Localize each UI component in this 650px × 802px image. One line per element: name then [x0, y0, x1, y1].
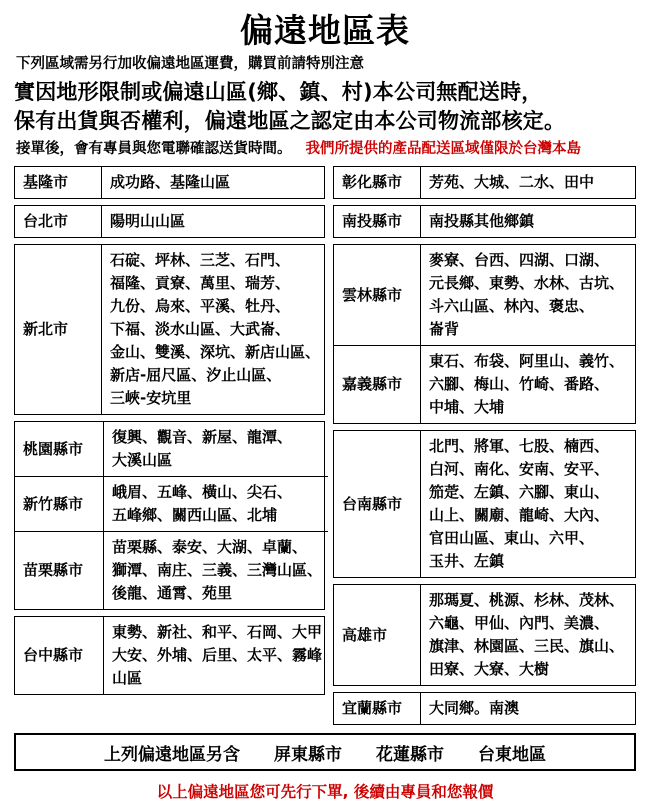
area-line: 山區	[112, 669, 143, 687]
footer-bar	[14, 733, 636, 771]
area-line: 官田山區、東山、六甲、	[429, 529, 595, 547]
table-row	[15, 422, 328, 476]
region-areas	[421, 245, 635, 345]
region-areas	[104, 617, 328, 694]
table-row	[14, 244, 325, 415]
region-label: 雲林縣市	[342, 285, 403, 304]
area-line: 旗津、林園區、三民、旗山、	[429, 637, 625, 655]
region-label: 台南縣市	[342, 494, 403, 513]
area-line: 五峰鄉、關西山區、北埔	[112, 506, 278, 524]
region-areas	[421, 585, 635, 685]
area-line: 大溪山區	[112, 451, 173, 469]
area-line: 玉井、左鎮	[429, 552, 505, 570]
table-group	[333, 244, 636, 424]
region-areas	[102, 206, 324, 237]
table-row	[333, 430, 636, 578]
table-subrows	[334, 245, 635, 423]
area-line: 山上、關廟、龍崎、大內、	[429, 506, 610, 524]
region-label: 宜蘭縣市	[342, 699, 403, 717]
region-label: 基隆市	[23, 173, 69, 191]
note-line-2b: 保有出貨與否權利，偏遠地區之認定由本公司物流部核定。	[14, 109, 566, 133]
area-line: 麥寮、台西、四湖、口湖、	[429, 251, 610, 269]
area-line: 東勢、新社、和平、石岡、大甲	[112, 623, 323, 641]
area-line: 白河、南化、安南、安平、	[429, 460, 610, 478]
area-line: 苗栗縣、泰安、大湖、卓蘭、	[112, 538, 308, 556]
area-line: 獅潭、南庄、三義、三灣山區、	[112, 561, 323, 579]
area-line: 芳苑、大城、二水、田中	[429, 173, 595, 191]
table-row	[14, 616, 325, 695]
table-row	[14, 205, 325, 238]
region-label: 台中縣市	[23, 646, 84, 664]
area-table-right-column	[333, 166, 636, 725]
area-line: 斗六山區、林內、褒忠、	[429, 297, 595, 315]
area-line: 新店-屈尺區、汐止山區、	[110, 366, 282, 384]
area-line: 九份、烏來、平溪、牡丹、	[110, 297, 291, 315]
area-line: 大安、外埔、后里、太平、霧峰	[112, 646, 323, 664]
area-line: 陽明山山區	[110, 212, 186, 230]
region-label: 苗栗縣市	[23, 561, 84, 579]
note-line-3	[16, 139, 636, 159]
table-row	[333, 584, 636, 686]
region-areas	[421, 206, 635, 237]
region-areas	[421, 346, 635, 423]
footer-item-taitung: 台東地區	[478, 744, 546, 765]
region-label: 嘉義縣市	[342, 375, 403, 393]
region-areas	[104, 532, 328, 609]
region-areas	[102, 245, 326, 414]
table-row	[14, 166, 325, 199]
area-line: 石碇、坪林、三芝、石門、	[110, 251, 291, 269]
area-line: 大同鄉。南澳	[429, 699, 520, 717]
area-line: 南投縣其他鄉鎮	[429, 212, 535, 230]
region-areas	[421, 693, 635, 724]
area-line: 崙背	[429, 320, 460, 338]
area-line: 金山、雙溪、深坑、新店山區、	[110, 343, 321, 361]
note-line-2a: 實因地形限制或偏遠山區(鄉、鎮、村)本公司無配送時，	[14, 80, 543, 104]
region-areas	[104, 422, 328, 476]
region-label: 新北市	[23, 320, 69, 338]
area-line: 中埔、大埔	[429, 398, 505, 416]
area-table	[14, 166, 636, 725]
region-label: 台北市	[23, 212, 69, 230]
region-areas	[104, 477, 328, 531]
table-group	[14, 421, 325, 610]
footer-note: 以上偏遠地區您可先行下單, 後續由專員和您報價	[156, 783, 494, 801]
area-line: 下福、淡水山區、大武崙、	[110, 320, 291, 338]
region-areas	[102, 167, 324, 198]
area-line: 福隆、貢寮、萬里、瑞芳、	[110, 274, 291, 292]
area-line: 元長鄉、東勢、水林、古坑、	[429, 274, 625, 292]
footer-item-hualien: 花蓮縣市	[376, 744, 444, 765]
table-row	[333, 205, 636, 238]
table-row	[333, 692, 636, 725]
footer-item-pingtung: 屏東縣市	[274, 744, 342, 765]
area-line: 復興、觀音、新屋、龍潭、	[112, 428, 293, 446]
footer-prefix: 上列偏遠地區另含	[104, 744, 240, 765]
note-line-3-right: 我們所提供的產品配送區域僅限於台灣本島	[305, 141, 581, 157]
table-row	[334, 245, 635, 345]
region-label: 彰化縣市	[342, 173, 403, 191]
area-line: 後龍、通霄、苑里	[112, 584, 233, 602]
area-line: 六龜、甲仙、內門、美濃、	[429, 614, 610, 632]
region-label: 南投縣市	[342, 212, 403, 230]
area-line: 田寮、大寮、大樹	[429, 660, 550, 678]
area-line: 成功路、基隆山區	[110, 173, 231, 191]
region-label: 新竹縣市	[23, 494, 84, 513]
table-row	[334, 346, 635, 423]
page-title: 偏遠地區表	[240, 11, 410, 50]
area-line: 東石、布袋、阿里山、義竹、	[429, 352, 625, 370]
area-line: 六腳、梅山、竹崎、番路、	[429, 375, 610, 393]
table-row	[15, 532, 328, 609]
area-table-left-column	[14, 166, 325, 695]
table-row	[333, 166, 636, 199]
area-line: 三峽-安坑里	[110, 389, 192, 407]
region-label: 高雄市	[342, 625, 388, 644]
region-areas	[421, 167, 635, 198]
note-line-3-left: 接單後，會有專員與您電聯確認送貨時間。	[16, 141, 292, 157]
area-line: 笳萣、左鎮、六腳、東山、	[429, 483, 610, 501]
area-line: 那瑪夏、桃源、杉林、茂林、	[429, 591, 625, 609]
region-areas	[421, 431, 635, 577]
note-line-1: 下列區域需另行加收偏遠地區運費，購買前請特別注意	[16, 56, 364, 72]
area-line: 北門、將軍、七股、楠西、	[429, 437, 610, 455]
table-subrows	[15, 422, 328, 609]
table-row	[15, 477, 328, 531]
region-label: 桃園縣市	[23, 439, 84, 458]
area-line: 峨眉、五峰、橫山、尖石、	[112, 483, 293, 501]
